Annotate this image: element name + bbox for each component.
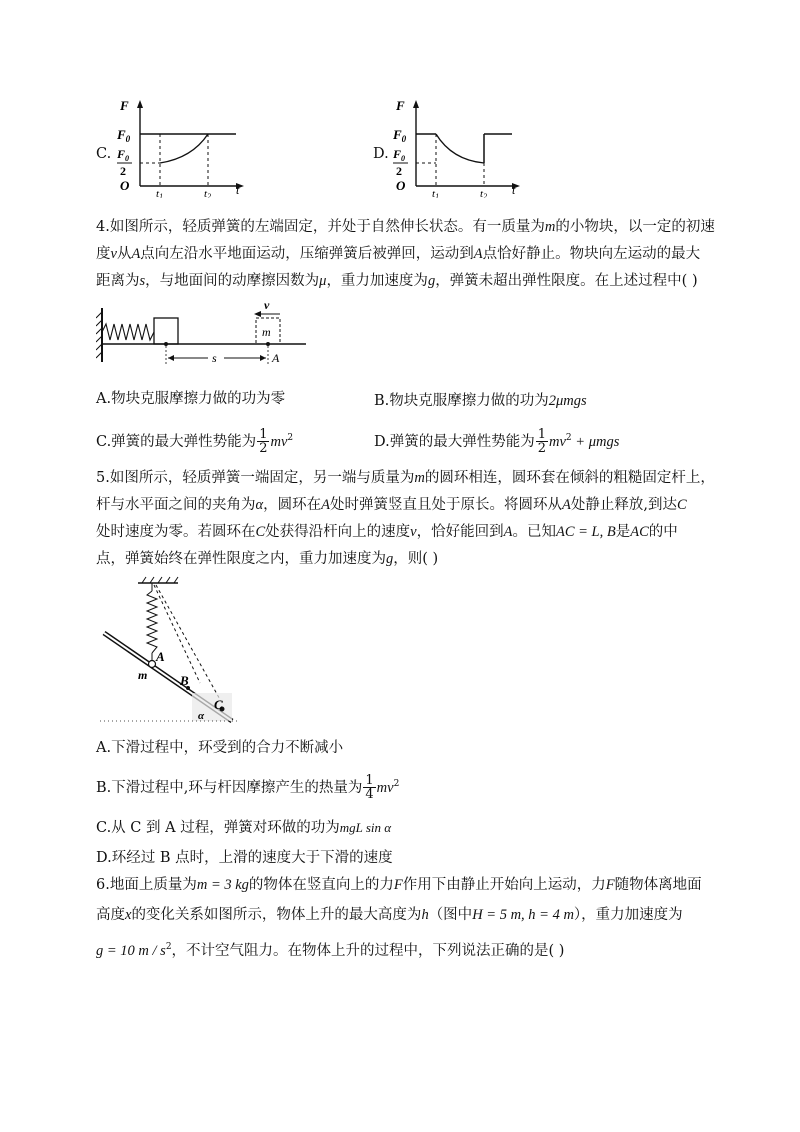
q5-option-a: A.下滑过程中，环受到的合力不断减小 [96,740,344,756]
svg-text:F0: $F_0$ [117,147,130,163]
q4-stem-line2: 度v从A点向左沿水平地面运动，压缩弹簧后被弹回，运动到A点恰好静止。物块向左运动的最大 [96,246,701,262]
q5-stem-line2: 杆与水平面之间的夹角为α，圆环在A处时弹簧竖直且处于原长。将圆环从A处静止释放,到达C [96,497,687,513]
svg-text:O: O [120,178,130,193]
svg-text:C: C [214,697,223,712]
svg-text:m: m [262,325,271,339]
svg-text:t: t [236,183,240,197]
q6-stem-line2: 高度x的变化关系如图所示，物体上升的最大高度为h（图中H = 5 m, h = 4 m），重力加速度为 [96,907,683,923]
axis-label-F: F [120,98,129,113]
svg-text:F0: $F_0$ [393,127,407,144]
q5-option-c: C.从 C 到 A 过程，弹簧对环做的功为mgL sin α [96,820,392,836]
q5-stem-line4: 点，弹簧始终在弹性限度之内，重力加速度为g，则( ) [96,551,439,567]
svg-text:t: t [512,183,516,197]
svg-text:t1: t1 [156,188,164,198]
svg-text:v: v [264,300,270,312]
svg-text:t2: t2 [204,188,212,198]
svg-text:2: 2 [120,164,126,178]
svg-text:F0: $F_0$ [117,127,131,144]
q4-option-a: A.物块克服摩擦力做的功为零 [96,391,286,407]
q6-stem-line1: 6.地面上质量为m = 3 kg的物体在竖直向上的力F作用下由静止开始向上运动，力F随物体离地面 [96,877,702,893]
svg-text:m: m [138,668,148,682]
svg-text:α: α [198,710,205,722]
option-c-graph [112,98,247,198]
q4-spring-figure [96,300,306,370]
q5-incline-figure [100,575,245,725]
q5-option-d: D.环经过 B 点时，上滑的速度大于下滑的速度 [96,850,393,866]
option-d-graph [388,98,523,198]
svg-text:F0: $F_0$ [393,147,406,163]
option-d-label: D. [373,146,389,162]
svg-text:B: B [180,673,189,688]
q4-option-d: D.弹簧的最大弹性势能为 $\frac{1}{2}$ $mv^2 + \mu mgs$ [374,427,620,457]
q5-option-b: B.下滑过程中,环与杆因摩擦产生的热量为 $\frac{1}{4}$ $mv^2$ [96,773,400,803]
svg-text:t1: t1 [432,188,440,198]
q4-option-b: B.物块克服摩擦力做的功为2μmgs [374,393,587,409]
svg-text:s: s [212,351,217,365]
svg-text:t2: t2 [480,188,488,198]
svg-text:2: 2 [396,164,402,178]
svg-text:O: O [396,178,406,193]
svg-text:A: A [156,649,165,664]
svg-text:F: F [396,98,405,113]
svg-text:A: A [272,351,280,365]
q4-stem-line1: 4.如图所示，轻质弹簧的左端固定，并处于自然伸长状态。有一质量为m的小物块，以一定的初速 [96,219,715,235]
option-c-label: C. [96,146,112,162]
q4-stem-line3: 距离为s，与地面间的动摩擦因数为μ，重力加速度为g，弹簧未超出弹性限度。在上述过程中( ) [96,273,698,289]
q6-stem-line3: g = 10 m / $s^2$，不计空气阻力。在物体上升的过程中，下列说法正确的是( ) [96,942,565,959]
q5-stem-line3: 处时速度为零。若圆环在C处获得沿杆向上的速度v，恰好能回到A。已知AC = L, B是AC的中 [96,524,678,540]
q4-option-c: C.弹簧的最大弹性势能为 $\frac{1}{2}$ $mv^2$ [96,427,294,457]
q5-stem-line1: 5.如图所示，轻质弹簧一端固定，另一端与质量为m的圆环相连，圆环套在倾斜的粗糙固定杆上， [96,470,715,486]
